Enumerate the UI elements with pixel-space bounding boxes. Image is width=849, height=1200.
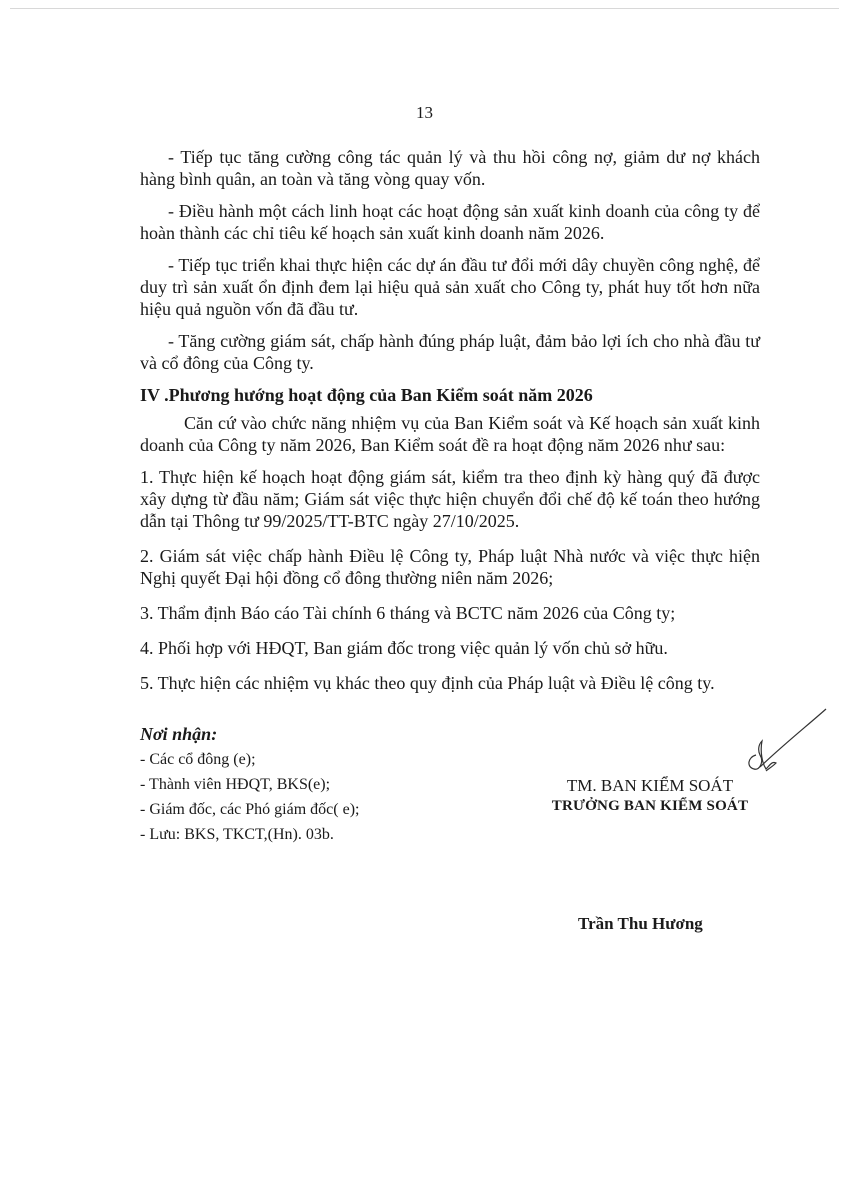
paragraph-supervision: - Tăng cường giám sát, chấp hành đúng pháp luật, đảm bảo lợi ích cho nhà đầu tư và cổ đông của Công ty.	[140, 331, 760, 373]
page-number: 13	[416, 103, 433, 122]
signature-block	[520, 774, 780, 815]
paragraph-debt-management: - Tiếp tục tăng cường công tác quản lý và thu hồi công nợ, giảm dư nợ khách hàng bình quân, an toàn và tăng vòng quay vốn.	[140, 147, 760, 189]
paragraph-flexible-operations: - Điều hành một cách linh hoạt các hoạt động sản xuất kinh doanh của công ty để hoàn thành các chỉ tiêu kế hoạch sản xuất kinh doanh năm 2026.	[140, 201, 760, 243]
recipients-title: Nơi nhận:	[140, 724, 218, 744]
signature-title: TRƯỞNG BAN KIỂM SOÁT	[551, 798, 749, 814]
top-rule	[10, 8, 839, 9]
recipients-list	[140, 747, 359, 847]
plan-item: 2. Giám sát việc chấp hành Điều lệ Công ty, Pháp luật Nhà nước và việc thực hiện Nghị quyết Đại hội đồng cổ đông thường niên năm 2026;	[140, 546, 760, 588]
section-intro: Căn cứ vào chức năng nhiệm vụ của Ban Kiểm soát và Kế hoạch sản xuất kinh doanh của Công ty năm 2026, Ban Kiểm soát đề ra hoạt động năm 2026 như sau:	[140, 413, 760, 455]
recipients-block	[140, 722, 359, 847]
recipient-item: - Lưu: BKS, TKCT,(Hn). 03b.	[140, 826, 334, 843]
recipient-item: - Thành viên HĐQT, BKS(e);	[140, 776, 331, 793]
handwritten-signature	[738, 705, 833, 785]
recipient-item: - Giám đốc, các Phó giám đốc( e);	[140, 801, 360, 818]
signature-role: TM. BAN KIỂM SOÁT	[566, 776, 734, 795]
plan-item: 1. Thực hiện kế hoạch hoạt động giám sát, kiểm tra theo định kỳ hàng quý đã được xây dựng từ đầu năm; Giám sát việc thực hiện chuyển đổi chế độ kế toán theo hướng dẫn tại Thông tư 99/2025/TT-BTC ngày 27/10/2025.	[140, 467, 760, 531]
signer-name: Trần Thu Hương	[578, 914, 703, 933]
plan-item: 5. Thực hiện các nhiệm vụ khác theo quy định của Pháp luật và Điều lệ công ty.	[140, 673, 715, 693]
recipient-item: - Các cổ đông (e);	[140, 751, 256, 768]
section-heading: IV .Phương hướng hoạt động của Ban Kiểm soát năm 2026	[140, 385, 593, 405]
body-text	[140, 146, 760, 707]
plan-item: 4. Phối hợp với HĐQT, Ban giám đốc trong việc quản lý vốn chủ sở hữu.	[140, 638, 668, 658]
paragraph-investment-projects: - Tiếp tục triển khai thực hiện các dự án đầu tư đổi mới dây chuyền công nghệ, để duy trì sản xuất ổn định đem lại hiệu quả sản xuất cho Công ty, phát huy tốt hơn nữa hiệu quả nguồn vốn đã đầu tư.	[140, 255, 760, 319]
plan-item: 3. Thẩm định Báo cáo Tài chính 6 tháng và BCTC năm 2026 của Công ty;	[140, 603, 676, 623]
